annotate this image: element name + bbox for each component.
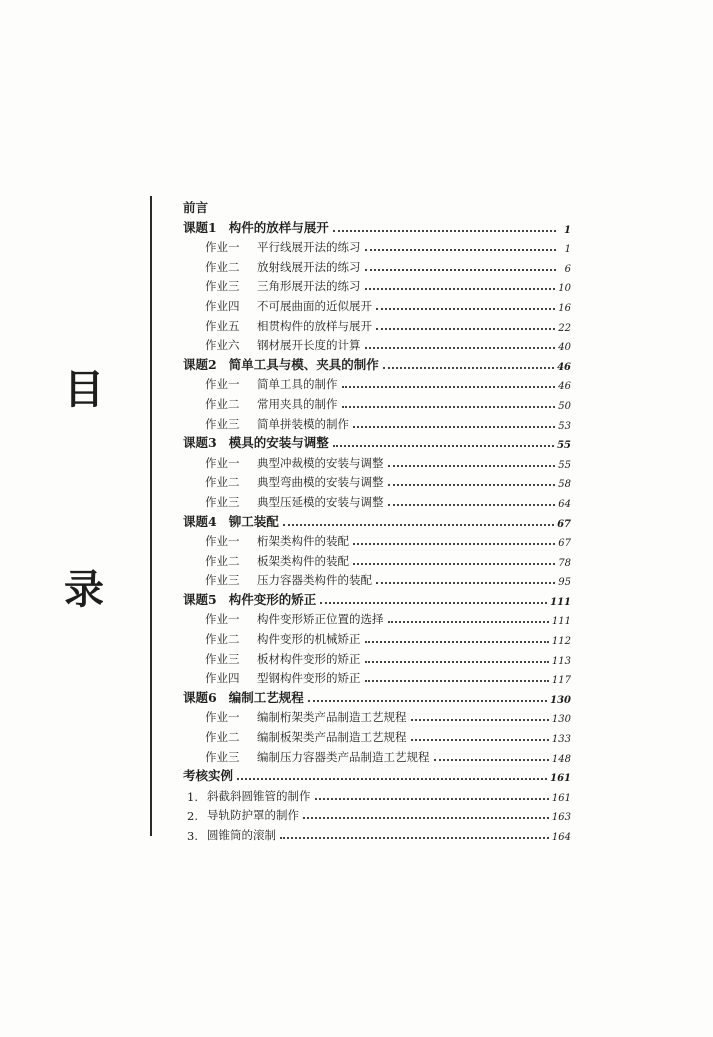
vertical-rule	[150, 196, 152, 836]
chapter-heading[interactable]	[183, 353, 571, 373]
toc-entry[interactable]	[183, 647, 571, 667]
toc-entry[interactable]	[183, 255, 571, 275]
chapter-heading-page-number: 55	[557, 440, 571, 452]
toc-body	[183, 216, 571, 843]
exam-entry-title: 圆锥筒的滚制	[207, 828, 276, 842]
exam-heading-title: 考核实例	[183, 768, 234, 784]
toc-entry[interactable]	[183, 373, 571, 393]
toc-entry[interactable]	[183, 725, 571, 745]
toc-entry-number: 作业二	[205, 730, 240, 745]
exam-entry[interactable]	[183, 804, 571, 824]
exam-heading[interactable]	[183, 765, 571, 785]
toc-entry-page-number: 112	[551, 636, 571, 648]
side-title-char-2: 录	[64, 566, 104, 613]
toc-entry-title: 不可展曲面的近似展开	[257, 298, 372, 313]
toc-entry-number: 作业一	[205, 612, 240, 627]
toc-entry-title: 板架类构件的装配	[257, 553, 349, 568]
chapter-heading-number: 课题1	[183, 219, 217, 235]
chapter-heading-title: 构件的放样与展开	[228, 219, 329, 235]
toc-entry[interactable]	[183, 334, 571, 354]
dot-leader	[365, 249, 557, 251]
dot-leader	[376, 582, 555, 584]
exam-heading-page-number: 161	[550, 773, 571, 785]
toc-entry-title: 压力容器类构件的装配	[257, 573, 372, 588]
toc-entry[interactable]	[183, 530, 571, 550]
dot-leader	[388, 484, 556, 486]
chapter-heading-page-number: 67	[557, 518, 571, 530]
dot-leader	[388, 504, 556, 506]
dot-leader	[365, 288, 556, 290]
dot-leader	[320, 602, 547, 604]
toc-entry[interactable]	[183, 569, 571, 589]
toc-entry-page-number: 16	[558, 302, 571, 314]
toc-entry-page-number: 148	[551, 753, 571, 765]
chapter-heading-number: 课题3	[183, 435, 217, 451]
toc-entry-number: 作业三	[205, 494, 240, 509]
toc-entry-number: 作业三	[205, 573, 240, 588]
exam-entry-page-number: 161	[551, 792, 571, 804]
toc-entry-number: 作业一	[205, 377, 240, 392]
dot-leader	[280, 837, 549, 839]
dot-leader	[283, 524, 554, 526]
exam-entry-title: 斜截斜圆锥管的制作	[207, 788, 311, 803]
chapter-heading-number: 课题6	[183, 689, 217, 705]
exam-entry-number: 3.	[187, 829, 198, 843]
exam-entry-number: 2.	[187, 809, 198, 824]
preface-heading[interactable]: 前言	[183, 200, 209, 215]
chapter-heading[interactable]	[183, 686, 571, 706]
toc-entry-number: 作业一	[205, 240, 240, 255]
toc-entry-number: 作业三	[205, 279, 240, 294]
toc-entry[interactable]	[183, 667, 571, 687]
dot-leader	[383, 367, 554, 369]
toc-entry-title: 常用夹具的制作	[257, 396, 338, 411]
dot-leader	[365, 347, 556, 349]
chapter-heading-title: 铆工装配	[228, 513, 279, 529]
toc-entry-page-number: 1	[564, 244, 571, 256]
chapter-heading[interactable]	[183, 510, 571, 530]
chapter-heading-page-number: 1	[564, 224, 571, 236]
toc-entry[interactable]	[183, 294, 571, 314]
toc-entry-title: 构件变形矫正位置的选择	[257, 612, 384, 627]
toc-entry-page-number: 22	[558, 322, 571, 334]
toc-entry[interactable]	[183, 236, 571, 256]
toc-entry-title: 典型弯曲模的安装与调整	[257, 475, 384, 490]
dot-leader	[342, 386, 556, 388]
toc-entry[interactable]	[183, 608, 571, 628]
toc-entry-page-number: 113	[551, 655, 571, 667]
toc-entry-number: 作业一	[205, 534, 240, 549]
toc-entry-page-number: 55	[558, 459, 571, 471]
chapter-heading-page-number: 130	[550, 694, 571, 706]
toc-entry-title: 简单工具的制作	[257, 377, 338, 392]
dot-leader	[388, 465, 556, 467]
toc-entry[interactable]	[183, 490, 571, 510]
toc-entry-title: 三角形展开法的练习	[257, 279, 361, 294]
toc-entry-number: 作业二	[205, 553, 240, 568]
dot-leader	[315, 798, 549, 800]
toc-entry-number: 作业四	[205, 298, 240, 313]
chapter-heading[interactable]	[183, 432, 571, 452]
toc-entry-number: 作业三	[205, 416, 240, 431]
toc-entry[interactable]	[183, 627, 571, 647]
dot-leader	[365, 680, 549, 682]
dot-leader	[353, 543, 555, 545]
toc-entry-title: 编制板架类产品制造工艺规程	[257, 730, 407, 745]
chapter-heading-number: 课题4	[183, 513, 217, 529]
table-of-contents	[183, 196, 571, 843]
dot-leader	[365, 641, 549, 643]
dot-leader	[411, 719, 549, 721]
toc-entry-title: 钢材展开长度的计算	[257, 338, 361, 353]
chapter-heading-number: 课题2	[183, 356, 217, 372]
toc-entry-number: 作业二	[205, 475, 240, 490]
dot-leader	[388, 621, 549, 623]
toc-entry[interactable]	[183, 549, 571, 569]
dot-leader	[376, 328, 555, 330]
toc-entry-number: 作业二	[205, 396, 240, 411]
toc-entry[interactable]	[183, 412, 571, 432]
toc-entry[interactable]	[183, 392, 571, 412]
toc-entry-title: 典型冲裁模的安装与调整	[257, 455, 384, 470]
toc-entry-title: 编制压力容器类产品制造工艺规程	[257, 749, 430, 764]
toc-entry-title: 平行线展开法的练习	[257, 240, 361, 255]
toc-entry-page-number: 78	[558, 557, 571, 569]
exam-entry-page-number: 164	[551, 832, 571, 843]
toc-entry-number: 作业二	[205, 259, 240, 274]
exam-entry-title: 导轨防护罩的制作	[207, 808, 299, 823]
toc-entry-page-number: 67	[558, 538, 571, 550]
exam-entry-page-number: 163	[551, 812, 571, 824]
toc-entry-number: 作业五	[205, 318, 240, 333]
toc-entry-title: 型钢构件变形的矫正	[257, 671, 361, 686]
toc-entry-title: 简单拼装模的制作	[257, 416, 349, 431]
chapter-heading[interactable]	[183, 216, 571, 236]
toc-entry-number: 作业一	[205, 455, 240, 470]
toc-entry[interactable]	[183, 451, 571, 471]
toc-entry-page-number: 46	[558, 381, 571, 393]
chapter-heading-number: 课题5	[183, 591, 217, 607]
toc-entry-title: 编制桁架类产品制造工艺规程	[257, 710, 407, 725]
toc-entry-page-number: 58	[558, 479, 571, 491]
exam-entry[interactable]	[183, 784, 571, 804]
toc-entry-title: 放射线展开法的练习	[257, 259, 361, 274]
exam-entry[interactable]	[183, 823, 571, 843]
chapter-heading-title: 模具的安装与调整	[228, 435, 329, 451]
toc-entry-page-number: 64	[558, 498, 571, 510]
dot-leader	[237, 778, 547, 780]
chapter-heading-title: 简单工具与模、夹具的制作	[228, 356, 379, 372]
toc-entry-title: 典型压延模的安装与调整	[257, 494, 384, 509]
chapter-heading-page-number: 111	[550, 596, 571, 608]
dot-leader	[365, 661, 549, 663]
toc-entry-title: 板材构件变形的矫正	[257, 651, 361, 666]
toc-entry-page-number: 40	[558, 342, 571, 354]
toc-entry-number: 作业二	[205, 632, 240, 647]
toc-entry-page-number: 111	[551, 616, 571, 628]
toc-entry[interactable]	[183, 706, 571, 726]
dot-leader	[434, 759, 549, 761]
dot-leader	[303, 817, 549, 819]
toc-entry[interactable]	[183, 275, 571, 295]
toc-entry-number: 作业三	[205, 651, 240, 666]
toc-entry-title: 构件变形的机械矫正	[257, 632, 361, 647]
toc-entry-page-number: 117	[551, 675, 571, 687]
toc-entry-number: 作业一	[205, 710, 240, 725]
dot-leader	[365, 269, 557, 271]
toc-entry-title: 相贯构件的放样与展开	[257, 318, 372, 333]
toc-entry-page-number: 130	[551, 714, 571, 726]
toc-entry-page-number: 6	[564, 263, 571, 275]
dot-leader	[353, 563, 555, 565]
toc-entry-number: 作业六	[205, 338, 240, 353]
exam-entry-number: 1.	[187, 789, 198, 804]
chapter-heading-title: 构件变形的矫正	[228, 591, 317, 607]
dot-leader	[333, 445, 554, 447]
dot-leader	[353, 426, 555, 428]
dot-leader	[376, 308, 555, 310]
chapter-heading[interactable]	[183, 588, 571, 608]
side-title-char-1: 目	[64, 366, 104, 413]
toc-entry-page-number: 10	[558, 283, 571, 295]
chapter-heading-page-number: 46	[557, 361, 571, 373]
toc-entry-page-number: 50	[558, 400, 571, 412]
toc-entry[interactable]	[183, 471, 571, 491]
dot-leader	[342, 406, 556, 408]
toc-entry-title: 桁架类构件的装配	[257, 534, 349, 549]
chapter-heading-title: 编制工艺规程	[228, 689, 304, 705]
dot-leader	[333, 230, 556, 232]
toc-entry-number: 作业四	[205, 671, 240, 686]
toc-entry-page-number: 53	[558, 420, 571, 432]
toc-entry-page-number: 95	[558, 577, 571, 589]
toc-entry-number: 作业三	[205, 749, 240, 764]
dot-leader	[308, 700, 547, 702]
toc-entry[interactable]	[183, 314, 571, 334]
dot-leader	[411, 739, 549, 741]
toc-entry[interactable]	[183, 745, 571, 765]
toc-entry-page-number: 133	[551, 734, 571, 746]
